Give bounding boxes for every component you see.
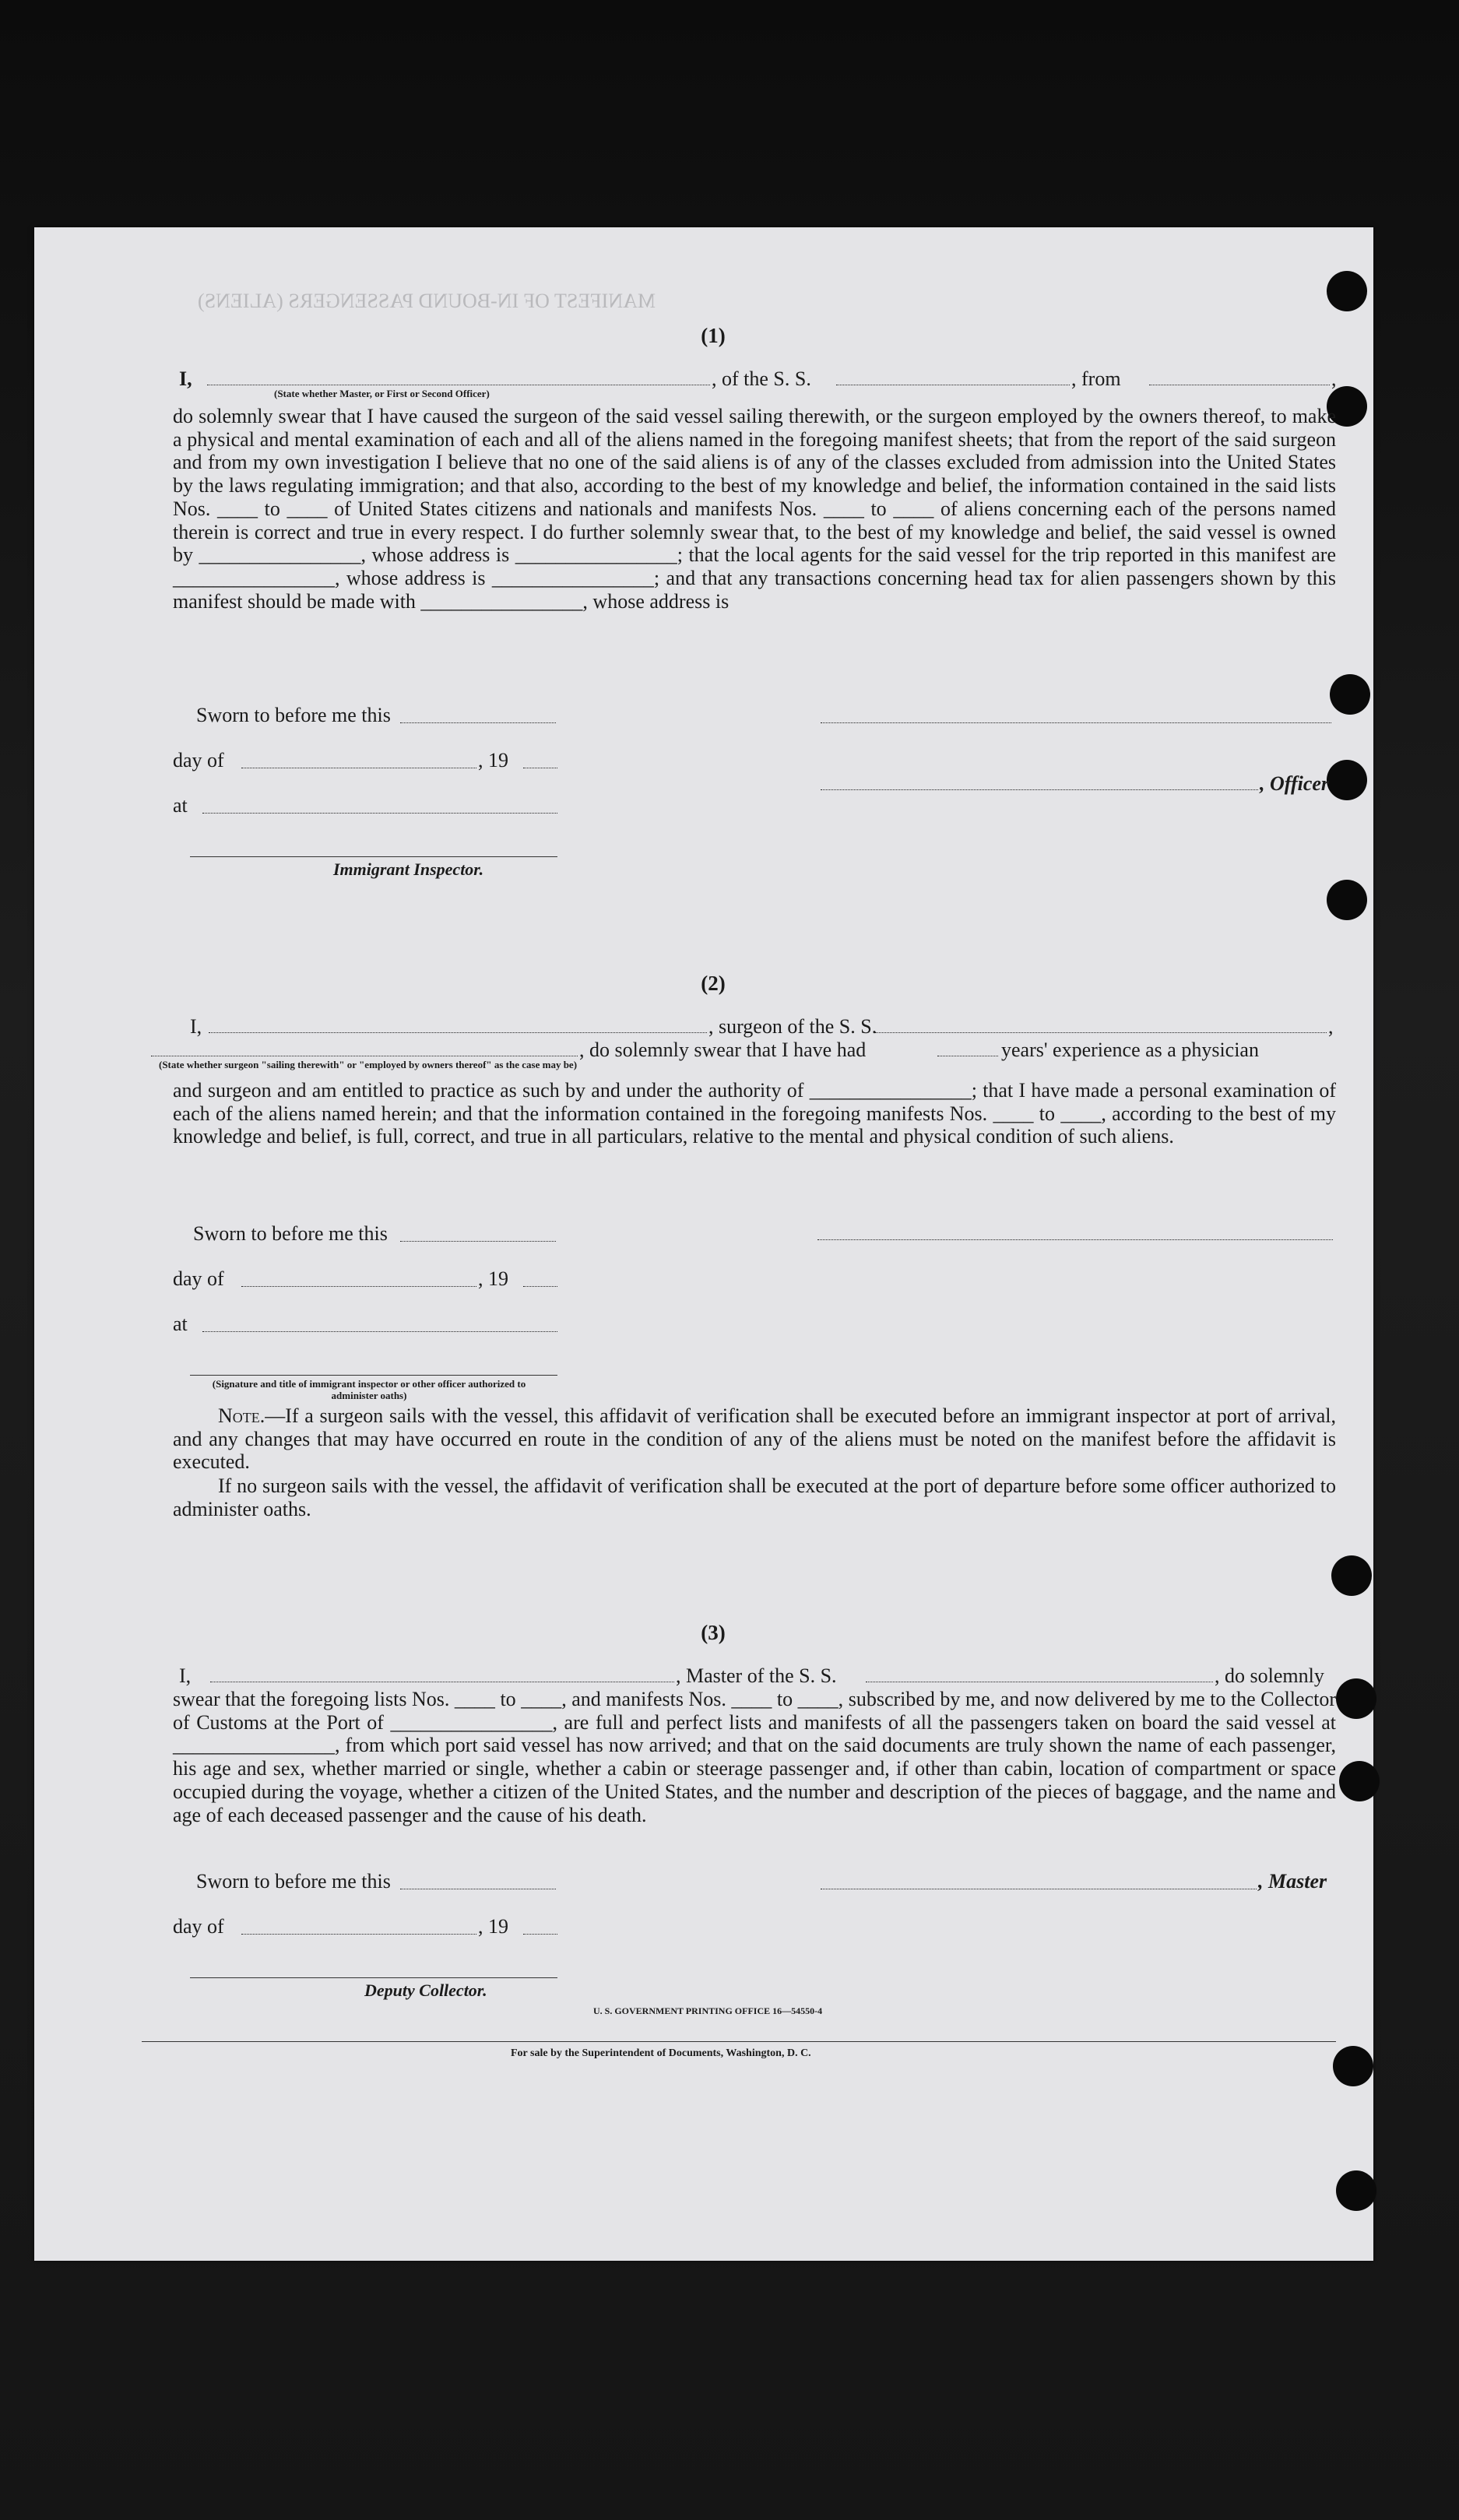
at-blank-2[interactable]: [202, 1331, 557, 1332]
section-1-i: I,: [179, 367, 192, 390]
year-label-2: , 19: [478, 1267, 508, 1290]
master-label: , Master: [1258, 1870, 1327, 1893]
at-blank[interactable]: [202, 813, 557, 814]
section-2-body: and surgeon and am entitled to practice as such by and under the authority of ________________; that I have made a personal examination of each of the aliens named herein; and that the information contained in the foregoing manifests Nos. ____ to ____, according to the best of my knowledge and belief, is full, correct, and true in all particulars, relative to the mental and physical condition of such aliens.: [173, 1079, 1336, 1148]
year-blank-3[interactable]: [523, 1934, 557, 1935]
note-paragraph: [173, 1404, 1336, 1474]
section-2-i: I,: [190, 1015, 202, 1038]
sworn-label: Sworn to before me this: [196, 704, 391, 726]
state-officer-note: (State whether Master, or First or Second Officer): [274, 388, 490, 399]
surgeon-status-note: (State whether surgeon "sailing therewith" or "employed by owners thereof" as the case may be): [159, 1059, 578, 1070]
day-of-label-3: day of: [173, 1915, 224, 1938]
sworn-date-blank[interactable]: [400, 722, 556, 723]
section-1-number: (1): [701, 324, 726, 347]
punch-hole: [1330, 674, 1370, 715]
bleed-through-text: MANIFEST OF IN-BOUND PASSENGERS (ALIENS): [198, 290, 656, 312]
footer-divider: [142, 2041, 1336, 2042]
of-ss-label: , of the S. S.: [712, 367, 811, 390]
note-label: Note.: [218, 1404, 265, 1427]
officer-signature-blank[interactable]: [821, 789, 1258, 790]
punch-hole: [1327, 271, 1367, 311]
day-of-label: day of: [173, 749, 224, 771]
section-3-i: I,: [179, 1664, 192, 1687]
at-label: at: [173, 794, 188, 817]
signature-blank[interactable]: [821, 722, 1331, 723]
surgeon-vessel-blank[interactable]: [875, 1032, 1327, 1033]
section-1-body: do solemnly swear that I have caused the surgeon of the said vessel sailing therewith, or the surgeon employed by the owners thereof, to make a physical and mental examination of each and all of the aliens named in the foregoing manifest sheets; that from the report of the said surgeon and from my own investigation I believe that no one of the said aliens is of any of the classes excluded from admission into the United States by the laws regulating immigration; and that also, according to the best of my knowledge and belief, the information contained in the said lists Nos. ____ to ____ of United States citizens and nationals and manifests Nos. ____ to ____ of aliens concerning each of the persons named therein is correct and true in every respect. I do further solemnly swear that, to the best of my knowledge and belief, the said vessel is owned by ________________, whose address is ________________; that the local agents for the said vessel for the trip reported in this manifest are ________________, whose address is ________________; and that any transactions concerning head tax for alien passengers shown by this manifest should be made with ________________, whose address is: [173, 405, 1336, 613]
section-2-number: (2): [701, 972, 726, 995]
printing-office-line: U. S. GOVERNMENT PRINTING OFFICE 16—54550-4: [593, 2005, 823, 2016]
surgeon-name-blank[interactable]: [209, 1032, 707, 1033]
day-of-label-2: day of: [173, 1267, 224, 1290]
punch-hole: [1327, 880, 1367, 920]
swear-label: , do solemnly swear that I have had: [579, 1039, 867, 1061]
note-paragraph-2: If no surgeon sails with the vessel, the affidavit of verification shall be executed at the port of departure before some officer authorized to administer oaths.: [173, 1474, 1336, 1520]
at-label-2: at: [173, 1313, 188, 1335]
comma: ,: [1328, 1015, 1334, 1038]
note-text: —If a surgeon sails with the vessel, this affidavit of verification shall be executed before an immigrant inspector at port of arrival, and any changes that may have occurred en route in the condition of any of the aliens must be noted on the manifest before the affidavit is executed.: [173, 1404, 1336, 1474]
from-label: , from: [1071, 367, 1121, 390]
deputy-signature-line[interactable]: [190, 1977, 557, 1978]
sworn-label-2: Sworn to before me this: [193, 1222, 388, 1245]
year-blank-2[interactable]: [523, 1286, 557, 1287]
punch-hole: [1333, 2046, 1373, 2086]
deputy-label: Deputy Collector.: [364, 1981, 487, 2000]
master-of-label: , Master of the S. S.: [676, 1664, 837, 1687]
punch-hole: [1336, 1678, 1376, 1719]
years-label: years' experience as a physician: [1001, 1039, 1259, 1061]
punch-hole: [1327, 760, 1367, 800]
punch-hole: [1331, 1555, 1372, 1596]
sworn-date-blank-2[interactable]: [400, 1241, 556, 1242]
section-3-body: swear that the foregoing lists Nos. ____ to ____, and manifests Nos. ____ to ____, subscribed by me, and now delivered by me to the Collector of Customs at the Port of ________________, are full and perfect lists and manifests of all the passengers taken on board the said vessel at ________________, from which port said vessel has now arrived; and that on the said documents are truly shown the name of each passenger, his age and sex, whether married or single, whether a cabin or steerage passenger and, if other than cabin, location of compartment or space occupied during the voyage, whether a citizen of the United States, and the number and description of the pieces of baggage, and the name and age of each deceased passenger and the cause of his death.: [173, 1688, 1336, 1826]
day-of-blank-2[interactable]: [241, 1286, 476, 1287]
sworn-label-3: Sworn to before me this: [196, 1870, 391, 1893]
punch-hole: [1339, 1761, 1380, 1801]
surgeon-of-label: , surgeon of the S. S.: [708, 1015, 877, 1038]
year-label-3: , 19: [478, 1915, 508, 1938]
for-sale-line: For sale by the Superintendent of Documents, Washington, D. C.: [511, 2047, 811, 2059]
section-3-number: (3): [701, 1621, 726, 1644]
oath-officer-note: (Signature and title of immigrant inspector or other officer authorized to administer oaths): [212, 1378, 526, 1401]
punch-hole: [1336, 2170, 1376, 2211]
day-of-blank-3[interactable]: [241, 1934, 476, 1935]
inspector-label: Immigrant Inspector.: [333, 859, 484, 879]
master-swear-label: , do solemnly: [1215, 1664, 1324, 1687]
oath-officer-signature-line[interactable]: [190, 1375, 557, 1376]
form-page: [34, 227, 1373, 2261]
comma: ,: [1331, 367, 1337, 390]
year-label: , 19: [478, 749, 508, 771]
inspector-signature-line[interactable]: [190, 856, 557, 857]
surgeon-signature-blank[interactable]: [817, 1239, 1333, 1240]
officer-label: , Officer: [1260, 772, 1330, 795]
